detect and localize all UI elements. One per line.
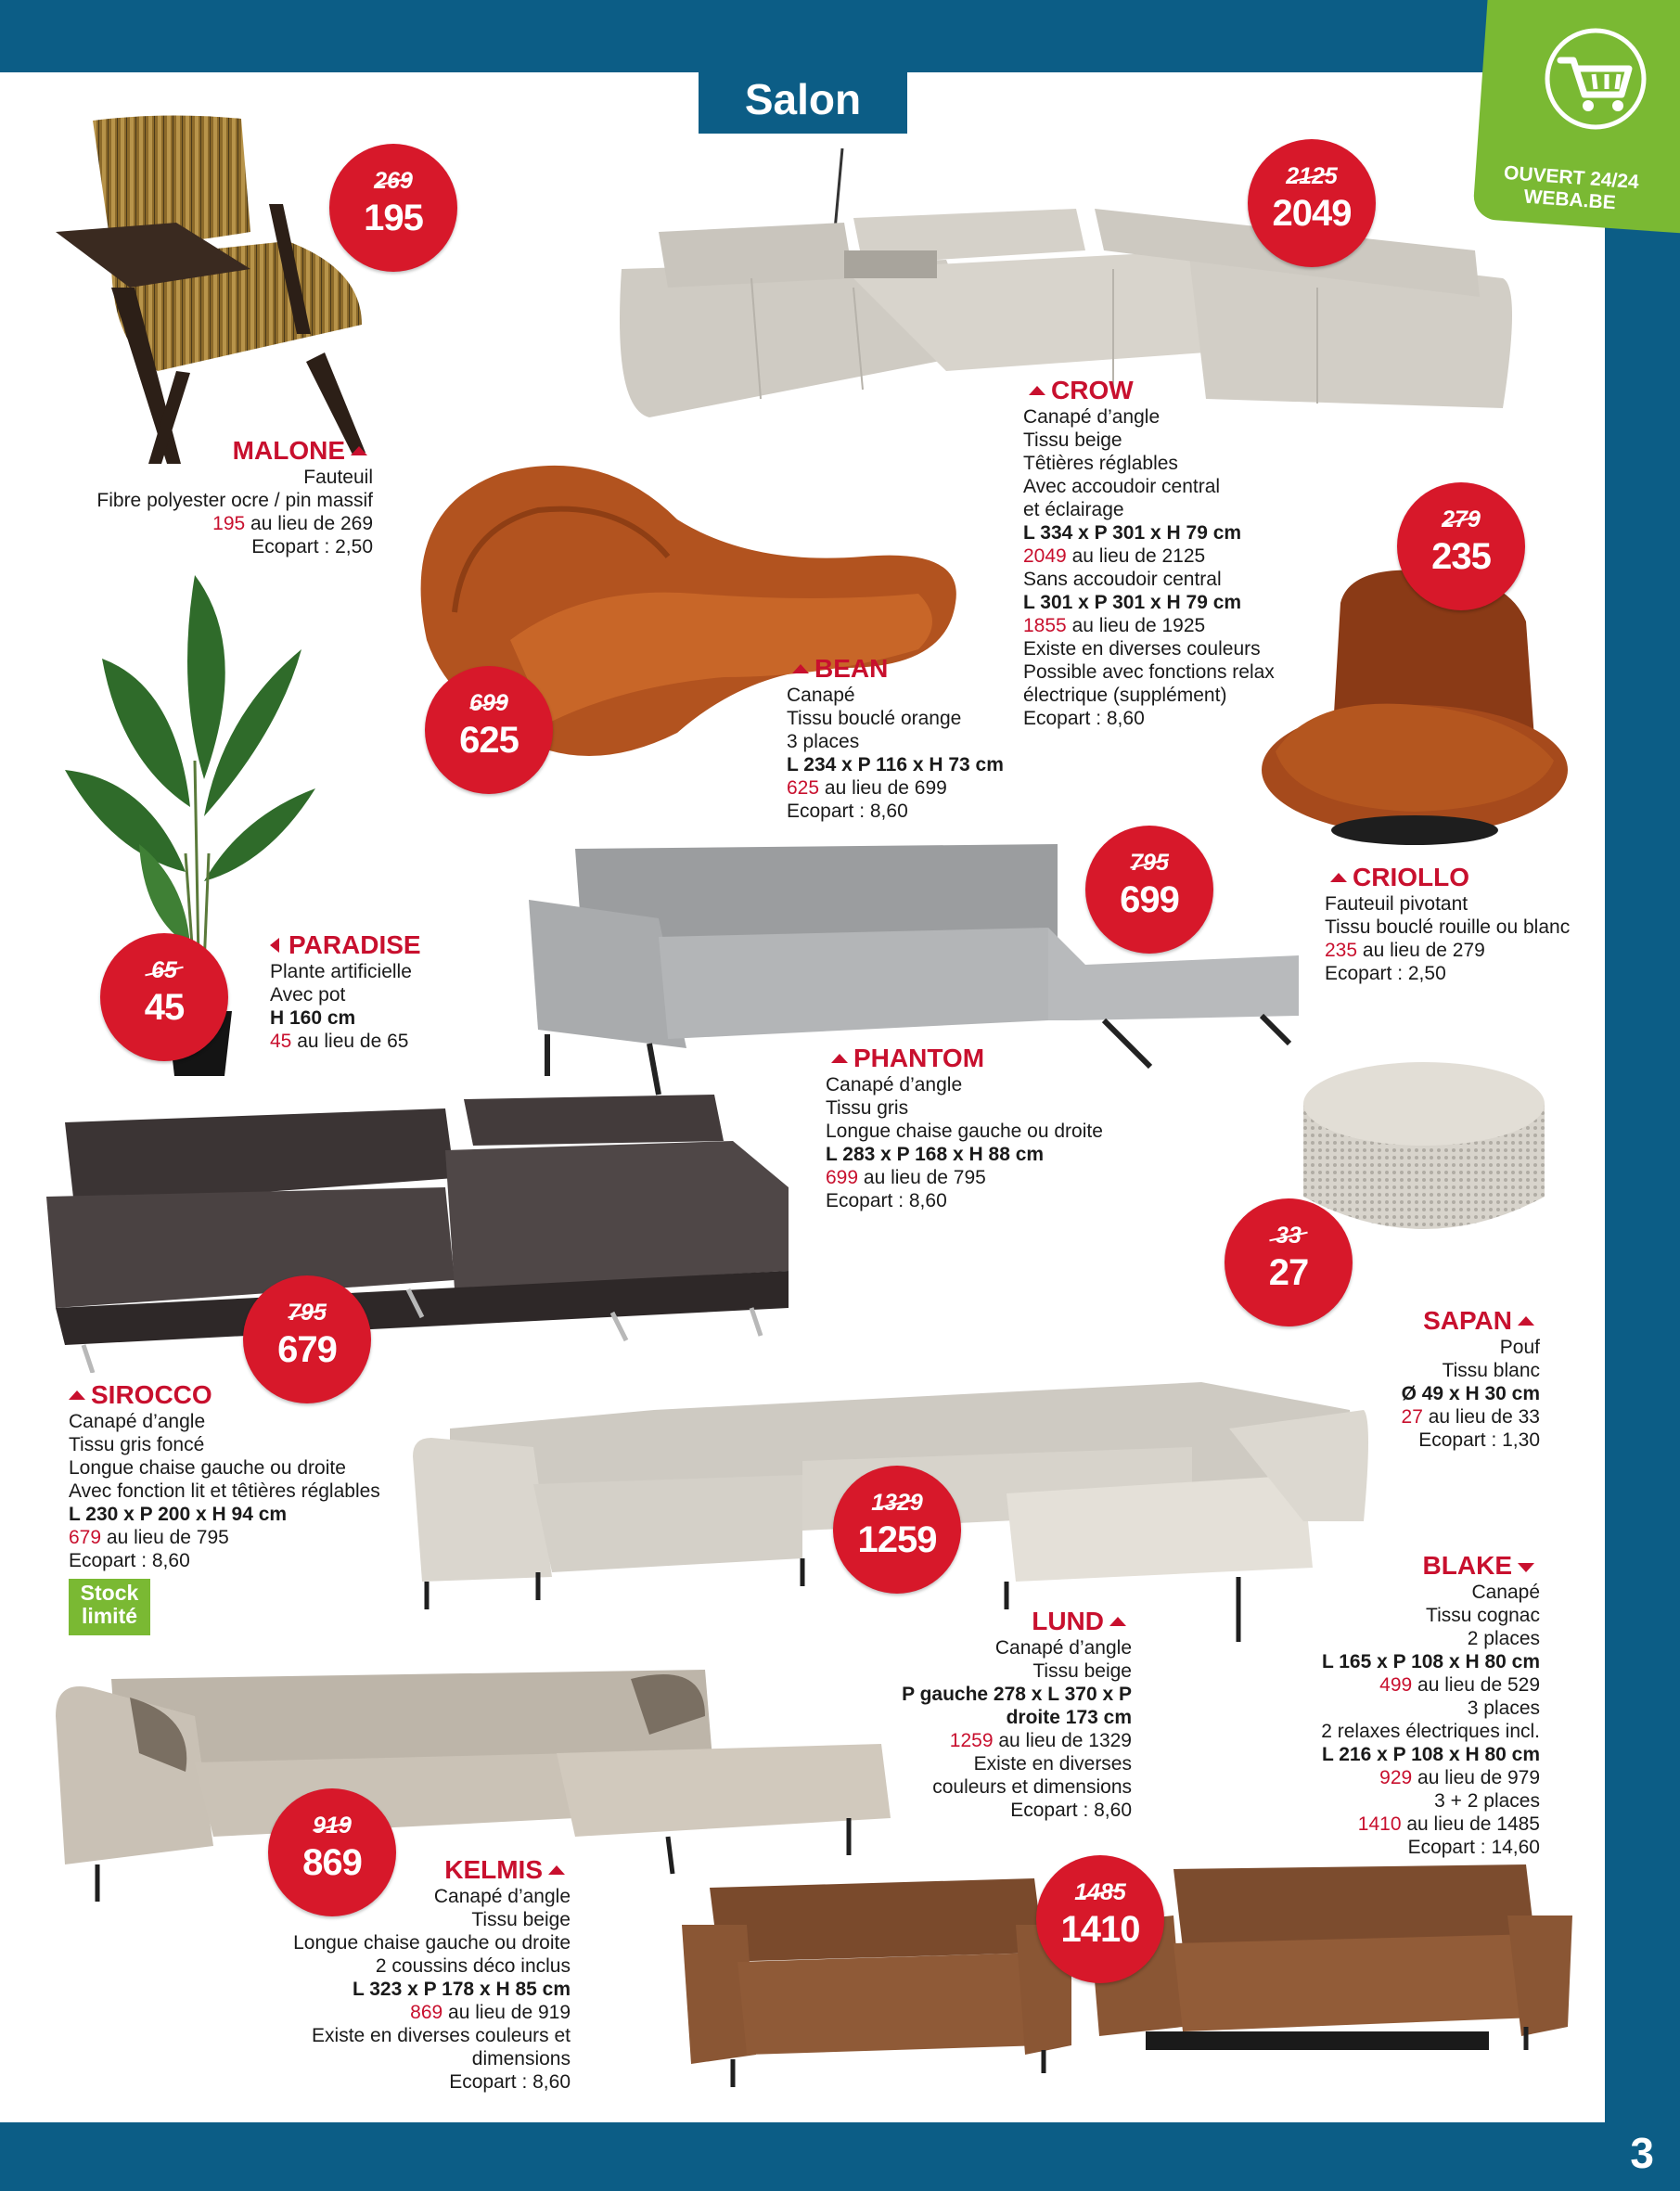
desc-line: Possible avec fonctions relax <box>1023 661 1275 683</box>
sirocco-corner-sofa-image <box>46 1095 789 1373</box>
desc-line: Tissu cognac <box>1426 1605 1540 1626</box>
triangle-up-icon <box>1029 386 1045 395</box>
desc-line: Tissu blanc <box>1442 1360 1540 1381</box>
price-new: 869 <box>410 2002 443 2023</box>
dimensions: L 301 x P 301 x H 79 cm <box>1023 592 1242 613</box>
kelmis-description <box>264 1855 571 2094</box>
desc-line: Canapé <box>1471 1582 1540 1603</box>
ecopart: Ecopart : 8,60 <box>69 1550 190 1571</box>
desc-line: Tissu beige <box>1023 429 1122 451</box>
desc-line: Canapé <box>787 685 855 706</box>
section-title: Salon <box>744 75 862 123</box>
malone-description <box>56 436 373 558</box>
triangle-up-icon <box>1330 873 1347 882</box>
dimensions: L 334 x P 301 x H 79 cm <box>1023 522 1242 544</box>
desc-line: Tissu bouclé rouille ou blanc <box>1325 916 1571 938</box>
desc-line: Longue chaise gauche ou droite <box>293 1932 571 1954</box>
desc-line: 3 places <box>787 731 860 752</box>
price-line <box>872 1729 1132 1752</box>
desc-line: Existe en diverses <box>973 1753 1132 1775</box>
new-price: 679 <box>277 1329 337 1370</box>
blake-price-badge <box>1036 1855 1164 1983</box>
desc-line: Longue chaise gauche ou droite <box>826 1121 1103 1142</box>
desc-line: Canapé d’angle <box>826 1074 963 1096</box>
shopping-cart-icon <box>1540 28 1651 130</box>
dimensions: L 283 x P 168 x H 88 cm <box>826 1144 1045 1165</box>
stock-label: Stock <box>80 1581 139 1605</box>
phantom-name: PHANTOM <box>853 1044 985 1072</box>
old-price: 699 <box>425 690 553 717</box>
price-new: 45 <box>270 1031 292 1052</box>
dimensions: L 165 x P 108 x H 80 cm <box>1321 1651 1540 1672</box>
paradise-name: PARADISE <box>289 930 421 959</box>
ecopart: Ecopart : 2,50 <box>251 536 373 557</box>
price-old-text: au lieu de 795 <box>106 1527 229 1548</box>
stock-label: limité <box>81 1604 138 1628</box>
price-old-text: au lieu de 279 <box>1362 940 1485 961</box>
new-price: 45 <box>144 987 185 1028</box>
price-old-text: au lieu de 529 <box>1417 1674 1540 1696</box>
open-hours-label: OUVERT 24/24 <box>1503 161 1640 194</box>
price-old-text: au lieu de 979 <box>1417 1767 1540 1788</box>
dimensions: L 323 x P 178 x H 85 cm <box>352 1979 571 2000</box>
page-number: 3 <box>1630 2129 1654 2177</box>
desc-line: Tissu gris <box>826 1097 909 1119</box>
paradise-description <box>270 930 474 1053</box>
desc-line: Fauteuil pivotant <box>1325 893 1468 915</box>
price-new: 1410 <box>1357 1813 1402 1835</box>
desc-line: Avec pot <box>270 984 346 1006</box>
price-old-text: au lieu de 1925 <box>1071 615 1206 636</box>
price-line <box>787 776 1019 800</box>
desc-line: et éclairage <box>1023 499 1124 520</box>
price-line <box>826 1166 1122 1189</box>
dimensions: L 230 x P 200 x H 94 cm <box>69 1504 288 1525</box>
desc-line: Avec accoudoir central <box>1023 476 1221 497</box>
product-name <box>1243 1551 1540 1581</box>
criollo-price-badge <box>1397 482 1525 610</box>
old-price: 65 <box>100 957 228 984</box>
phantom-price-badge <box>1085 826 1213 954</box>
bean-description <box>787 654 1019 823</box>
sirocco-description <box>69 1380 403 1572</box>
triangle-up-icon <box>792 664 809 673</box>
price-new: 679 <box>69 1527 102 1548</box>
dimensions: P gauche 278 x L 370 x P <box>902 1684 1132 1705</box>
desc-line: Plante artificielle <box>270 961 412 982</box>
desc-line: 2 coussins déco inclus <box>375 1955 571 1977</box>
price-old-text: au lieu de 699 <box>824 777 947 799</box>
price-line <box>1327 1405 1540 1429</box>
desc-line: électrique (supplément) <box>1023 685 1227 706</box>
paradise-price-badge <box>100 933 228 1061</box>
section-title-tab <box>699 65 907 134</box>
new-price: 1259 <box>857 1519 937 1560</box>
desc-line: Tissu beige <box>1032 1660 1132 1682</box>
old-price: 795 <box>1085 850 1213 877</box>
desc-line: Tissu beige <box>471 1909 571 1930</box>
desc-line: Longue chaise gauche ou droite <box>69 1457 346 1479</box>
desc-line: Existe en diverses couleurs et <box>312 2025 571 2046</box>
desc-line: Pouf <box>1499 1337 1540 1358</box>
kelmis-name: KELMIS <box>444 1855 543 1884</box>
product-name <box>1327 1306 1540 1336</box>
triangle-up-icon <box>351 446 367 455</box>
price-line <box>56 512 373 535</box>
blake-name: BLAKE <box>1422 1551 1512 1580</box>
price-old-text: au lieu de 795 <box>863 1167 986 1188</box>
triangle-up-icon <box>1109 1617 1126 1626</box>
lund-description <box>872 1607 1132 1822</box>
limited-stock-badge <box>69 1579 150 1635</box>
triangle-up-icon <box>69 1390 85 1400</box>
price-old-text: au lieu de 919 <box>448 2002 571 2023</box>
price-line <box>69 1526 403 1549</box>
triangle-up-icon <box>831 1054 848 1063</box>
ecopart: Ecopart : 8,60 <box>826 1190 947 1211</box>
new-price: 27 <box>1268 1252 1309 1293</box>
old-price: 2125 <box>1248 163 1376 190</box>
new-price: 625 <box>459 720 519 761</box>
price-old-text: au lieu de 269 <box>250 513 373 534</box>
desc-line: Existe en diverses couleurs <box>1023 638 1261 660</box>
new-price: 699 <box>1120 879 1179 920</box>
ecopart: Ecopart : 8,60 <box>449 2071 571 2093</box>
sirocco-name: SIROCCO <box>91 1380 212 1409</box>
new-price: 869 <box>302 1842 362 1883</box>
bottom-bar <box>0 2122 1680 2191</box>
product-name <box>1023 376 1302 405</box>
old-price: 919 <box>268 1813 396 1839</box>
old-price: 269 <box>329 168 457 195</box>
malone-name: MALONE <box>232 436 345 465</box>
triangle-up-icon <box>1518 1316 1534 1326</box>
product-name <box>56 436 373 466</box>
price-line <box>1325 939 1603 962</box>
price-line <box>1243 1766 1540 1789</box>
product-name <box>270 930 474 960</box>
dimensions: droite 173 cm <box>1006 1707 1132 1728</box>
price-new: 499 <box>1379 1674 1413 1696</box>
price-new: 235 <box>1325 940 1358 961</box>
bean-name: BEAN <box>814 654 889 683</box>
bean-price-badge <box>425 666 553 794</box>
right-border-bar <box>1605 0 1680 2191</box>
product-name <box>69 1380 403 1410</box>
criollo-description <box>1325 863 1603 985</box>
desc-line: Canapé d’angle <box>69 1411 206 1432</box>
price-new: 27 <box>1401 1406 1423 1428</box>
ecopart: Ecopart : 8,60 <box>787 801 908 822</box>
desc-line: Têtières réglables <box>1023 453 1178 474</box>
product-name <box>787 654 1019 684</box>
price-old-text: au lieu de 1329 <box>998 1730 1132 1751</box>
triangle-up-icon <box>548 1865 565 1875</box>
new-price: 2049 <box>1272 193 1352 234</box>
sapan-description <box>1327 1306 1540 1452</box>
price-line <box>1023 545 1302 568</box>
desc-line: Avec fonction lit et têtières réglables <box>69 1480 380 1502</box>
price-new: 1855 <box>1023 615 1067 636</box>
sapan-name: SAPAN <box>1423 1306 1512 1335</box>
desc-line: couleurs et dimensions <box>932 1776 1132 1798</box>
price-old-text: au lieu de 65 <box>297 1031 409 1052</box>
price-new: 699 <box>826 1167 859 1188</box>
new-price: 235 <box>1431 536 1491 577</box>
old-price: 795 <box>243 1300 371 1326</box>
price-line <box>270 1030 474 1053</box>
ecopart: Ecopart : 14,60 <box>1407 1837 1540 1858</box>
criollo-swivel-chair-image <box>1257 566 1572 853</box>
desc-line: Canapé d’angle <box>1023 406 1161 428</box>
blake-description <box>1243 1551 1540 1859</box>
dimensions: L 216 x P 108 x H 80 cm <box>1321 1744 1540 1765</box>
dimensions: L 234 x P 116 x H 73 cm <box>787 754 1004 775</box>
lund-name: LUND <box>1032 1607 1104 1635</box>
price-old-text: au lieu de 1485 <box>1406 1813 1540 1835</box>
crow-name: CROW <box>1051 376 1134 404</box>
ecopart: Ecopart : 2,50 <box>1325 963 1446 984</box>
desc-line: Canapé d’angle <box>994 1637 1132 1659</box>
desc-line: Fibre polyester ocre / pin massif <box>96 490 373 511</box>
price-old-text: au lieu de 33 <box>1428 1406 1540 1428</box>
desc-line: Tissu gris foncé <box>69 1434 205 1455</box>
price-new: 625 <box>787 777 820 799</box>
desc-line: dimensions <box>471 2048 571 2069</box>
product-name <box>826 1044 1122 1073</box>
phantom-description <box>826 1044 1122 1212</box>
product-name <box>264 1855 571 1885</box>
crow-description <box>1023 376 1302 730</box>
criollo-name: CRIOLLO <box>1353 863 1469 891</box>
ecopart: Ecopart : 1,30 <box>1418 1429 1540 1451</box>
ecopart: Ecopart : 8,60 <box>1023 708 1145 729</box>
price-new: 195 <box>212 513 246 534</box>
desc-line: 3 places <box>1467 1698 1540 1719</box>
price-line <box>1023 614 1302 637</box>
old-price: 1485 <box>1036 1879 1164 1906</box>
new-price: 1410 <box>1060 1909 1140 1950</box>
dimensions: Ø 49 x H 30 cm <box>1401 1383 1540 1404</box>
price-line <box>1243 1673 1540 1697</box>
malone-price-badge <box>329 144 457 272</box>
price-line <box>1243 1813 1540 1836</box>
triangle-down-icon <box>1518 1563 1534 1572</box>
old-price: 279 <box>1397 506 1525 533</box>
price-line <box>264 2001 571 2024</box>
desc-line: Fauteuil <box>303 467 373 488</box>
price-new: 929 <box>1379 1767 1413 1788</box>
ecopart: Ecopart : 8,60 <box>1010 1800 1132 1821</box>
desc-line: 3 + 2 places <box>1434 1790 1540 1812</box>
desc-line: Sans accoudoir central <box>1023 569 1222 590</box>
website-label: WEBA.BE <box>1522 186 1617 214</box>
desc-line: Tissu bouclé orange <box>787 708 962 729</box>
new-price: 195 <box>364 198 423 238</box>
crow-price-badge <box>1248 139 1376 267</box>
price-old-text: au lieu de 2125 <box>1071 545 1206 567</box>
desc-line: Canapé d’angle <box>433 1886 571 1907</box>
dimensions: H 160 cm <box>270 1007 356 1029</box>
desc-line: 2 places <box>1467 1628 1540 1649</box>
price-new: 2049 <box>1023 545 1067 567</box>
price-new: 1259 <box>949 1730 994 1751</box>
product-name <box>1325 863 1603 892</box>
triangle-left-icon <box>270 938 279 953</box>
lund-price-badge <box>833 1466 961 1594</box>
old-price: 33 <box>1225 1223 1353 1249</box>
old-price: 1329 <box>833 1490 961 1517</box>
product-name <box>872 1607 1132 1636</box>
desc-line: 2 relaxes électriques incl. <box>1321 1721 1540 1742</box>
